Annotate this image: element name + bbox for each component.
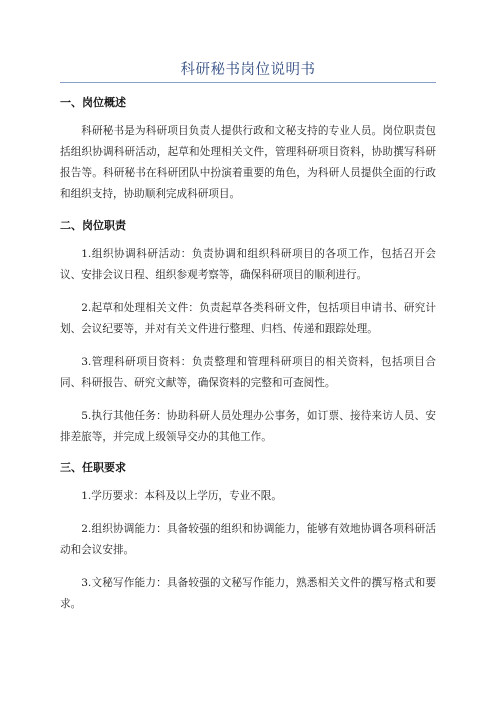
paragraph: 2.组织协调能力：具备较强的组织和协调能力，能够有效地协调各项科研活动和会议安排。 <box>60 523 436 556</box>
paragraph: 3.文秘写作能力：具备较强的文秘写作能力，熟悉相关文件的撰写格式和要求。 <box>60 577 436 610</box>
document-body <box>60 95 436 627</box>
section-requirements <box>60 460 436 615</box>
paragraph: 1.组织协调科研活动：负责协调和组织科研项目的各项工作，包括召开会议、安排会议日程、组织参观考察等，确保科研项目的顺利进行。 <box>60 248 436 281</box>
title-divider <box>60 82 436 83</box>
paragraph: 科研秘书是为科研项目负责人提供行政和文秘支持的专业人员。岗位职责包括组织协调科研活动，起草和处理相关文件，管理科研项目资料，协助撰写科研报告等。科研秘书在科研团队中扮演着重要的角色，为科研人员提供全面的行政和组织支持，协助顺利完成科研项目。 <box>60 125 436 200</box>
section-heading: 一、岗位概述 <box>60 96 126 109</box>
section-heading: 二、岗位职责 <box>60 219 126 232</box>
paragraph: 5.执行其他任务：协助科研人员处理办公事务，如订票、接待来访人员、安排差旅等，并完成上级领导交办的其他工作。 <box>60 410 436 443</box>
paragraph: 2.起草和处理相关文件：负责起草各类科研文件，包括项目申请书、研究计划、会议纪要等，并对有关文件进行整理、归档、传递和跟踪处理。 <box>60 302 436 335</box>
paragraph: 1.学历要求：本科及以上学历，专业不限。 <box>81 490 282 502</box>
section-duties <box>60 218 436 448</box>
section-overview <box>60 95 436 205</box>
document-title: 科研秘书岗位说明书 <box>180 62 316 78</box>
paragraph: 3.管理科研项目资料：负责整理和管理科研项目的相关资料，包括项目合同、科研报告、研究文献等，确保资料的完整和可查阅性。 <box>60 356 436 389</box>
section-heading: 三、任职要求 <box>60 461 126 474</box>
